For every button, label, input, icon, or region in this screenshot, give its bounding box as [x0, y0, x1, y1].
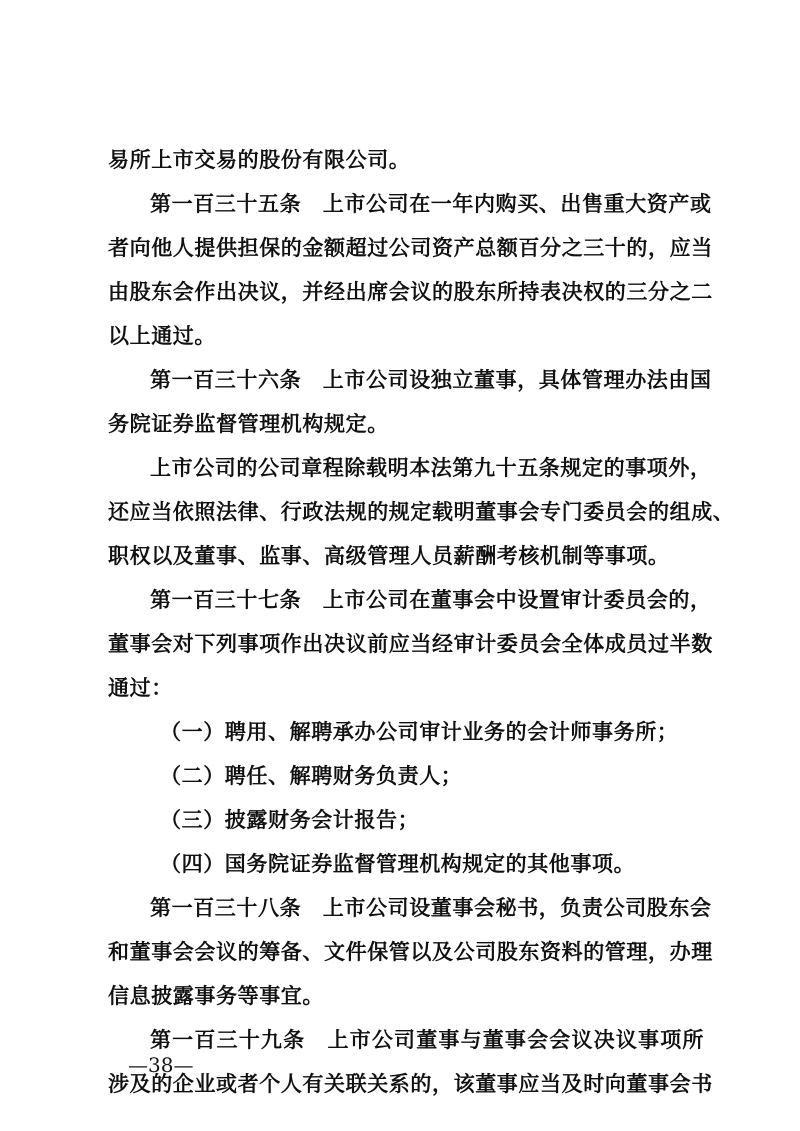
- text-line: 第一百三十六条 上市公司设独立董事，具体管理办法由国: [150, 368, 712, 392]
- text-line: 以上通过。: [108, 324, 216, 348]
- list-item: （二）聘任、解聘财务负责人；: [160, 764, 463, 788]
- text-line: 易所上市交易的股份有限公司。: [108, 148, 411, 172]
- text-line: 董事会对下列事项作出决议前应当经审计委员会全体成员过半数: [108, 632, 713, 656]
- text-line: 还应当依照法律、行政法规的规定载明董事会专门委员会的组成、: [108, 500, 735, 524]
- text-line: 第一百三十七条 上市公司在董事会中设置审计委员会的，: [150, 588, 712, 612]
- text-line: 和董事会会议的筹备、文件保管以及公司股东资料的管理，办理: [108, 940, 713, 964]
- text-line: 上市公司的公司章程除载明本法第九十五条规定的事项外，: [150, 456, 712, 480]
- text-line: 信息披露事务等事宜。: [108, 984, 324, 1008]
- text-line: 者向他人提供担保的金额超过公司资产总额百分之三十的，应当: [108, 236, 713, 260]
- text-line: 由股东会作出决议，并经出席会议的股东所持表决权的三分之二: [108, 280, 713, 304]
- text-line: 通过：: [108, 676, 173, 700]
- list-item: （三）披露财务会计报告；: [160, 808, 420, 832]
- text-line: 第一百三十八条 上市公司设董事会秘书，负责公司股东会: [150, 896, 712, 920]
- list-item: （一）聘用、解聘承办公司审计业务的会计师事务所；: [160, 720, 679, 744]
- text-line: 职权以及董事、监事、高级管理人员薪酬考核机制等事项。: [108, 544, 670, 568]
- list-item: （四）国务院证券监督管理机构规定的其他事项。: [160, 852, 636, 876]
- text-line: 第一百三十九条 上市公司董事与董事会会议决议事项所: [150, 1028, 704, 1052]
- text-line: 涉及的企业或者个人有关联关系的，该董事应当及时向董事会书: [108, 1072, 713, 1096]
- page-number: —38—: [128, 1053, 194, 1077]
- text-line: 务院证券监督管理机构规定。: [108, 412, 389, 436]
- text-line: 第一百三十五条 上市公司在一年内购买、出售重大资产或: [150, 192, 712, 216]
